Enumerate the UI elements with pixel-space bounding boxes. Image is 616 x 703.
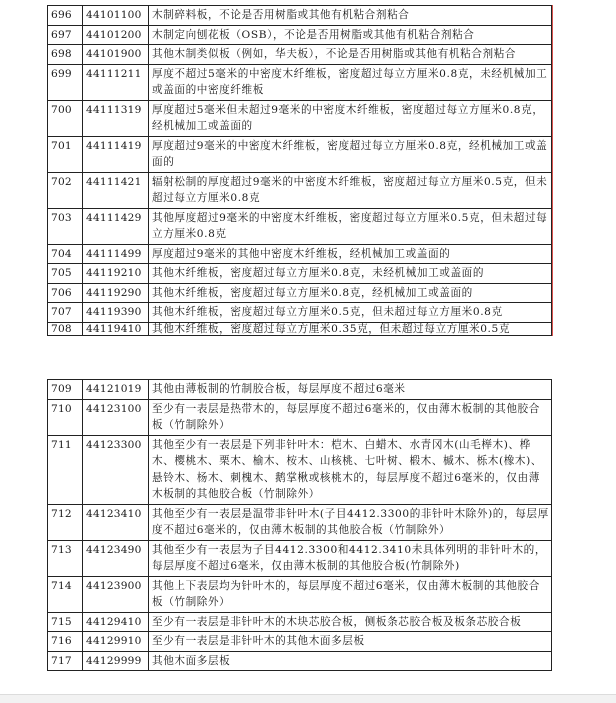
tariff-code: 44101100 <box>83 6 149 26</box>
item-description: 厚度超过5毫米但未超过9毫米的中密度木纤维板，密度超过每立方厘米0.8克，经机械加工或盖面的 <box>149 100 552 136</box>
table-row <box>48 632 552 652</box>
tariff-code: 44101900 <box>83 45 149 65</box>
item-description: 厚度超过9毫米的中密度木纤维板，密度超过每立方厘米0.8克，经机械加工或盖面的 <box>149 136 552 172</box>
table-row <box>48 435 552 504</box>
item-description: 其他由薄板制的竹制胶合板，每层厚度不超过6毫米 <box>149 380 552 400</box>
item-description: 其他至少有一表层为子目4412.3300和4412.3410未具体列明的非针叶木的，每层厚度不超过6毫米，仅由薄木板制的其他胶合板(竹制除外) <box>149 540 552 576</box>
item-description: 其他木纤维板，密度超过每立方厘米0.5克，但未超过每立方厘米0.8克 <box>149 303 552 323</box>
item-description: 其他厚度超过9毫米的中密度木纤维板，密度超过每立方厘米0.5克，但未超过每立方厘米0.8克 <box>149 208 552 244</box>
table-row <box>48 504 552 540</box>
row-number: 706 <box>48 283 83 303</box>
table-row <box>48 612 552 632</box>
row-number: 715 <box>48 612 83 632</box>
table-row <box>48 172 552 208</box>
table-row <box>48 283 552 303</box>
table-row <box>48 264 552 284</box>
table-row <box>48 303 552 323</box>
item-description: 其他木纤维板，密度超过每立方厘米0.8克，未经机械加工或盖面的 <box>149 264 552 284</box>
tariff-code: 44129910 <box>83 632 149 652</box>
table-row <box>48 540 552 576</box>
tariff-code: 44111211 <box>83 64 149 100</box>
row-number: 705 <box>48 264 83 284</box>
table-row <box>48 45 552 65</box>
row-number: 714 <box>48 576 83 612</box>
tariff-code: 44101200 <box>83 25 149 45</box>
tariff-code: 44121019 <box>83 380 149 400</box>
table-row <box>48 100 552 136</box>
tariff-code: 44129410 <box>83 612 149 632</box>
table-row <box>48 244 552 264</box>
tariff-table <box>47 5 552 336</box>
item-description: 辐射松制的厚度超过9毫米的中密度木纤维板，密度超过每立方厘米0.5克，但未超过每立方厘米0.8克 <box>149 172 552 208</box>
row-number: 698 <box>48 45 83 65</box>
row-number: 701 <box>48 136 83 172</box>
row-number: 709 <box>48 380 83 400</box>
item-description: 其他木制类似板（例如，华夫板），不论是否用树脂或其他有机粘合剂粘合 <box>149 45 552 65</box>
table-row <box>48 399 552 435</box>
tariff-table-bottom <box>47 379 551 671</box>
row-number: 703 <box>48 208 83 244</box>
item-description: 至少有一表层是非针叶木的其他木面多层板 <box>149 632 552 652</box>
item-description: 木制碎料板，不论是否用树脂或其他有机粘合剂粘合 <box>149 6 552 26</box>
tariff-code: 44123300 <box>83 435 149 504</box>
tariff-table <box>47 379 552 671</box>
tariff-code: 44111499 <box>83 244 149 264</box>
table-row <box>48 64 552 100</box>
tariff-code: 44111319 <box>83 100 149 136</box>
row-number: 717 <box>48 651 83 671</box>
row-number: 707 <box>48 303 83 323</box>
tariff-code: 44119290 <box>83 283 149 303</box>
tariff-code: 44123490 <box>83 540 149 576</box>
item-description: 厚度不超过5毫米的中密度木纤维板，密度超过每立方厘米0.8克，未经机械加工或盖面的中密度纤维板 <box>149 64 552 100</box>
table-row <box>48 380 552 400</box>
tariff-code: 44119390 <box>83 303 149 323</box>
row-number: 712 <box>48 504 83 540</box>
item-description: 其他至少有一表层是温带非针叶木(子目4412.3300的非针叶木除外)的，每层厚度不超过6毫米的，仅由薄木板制的其他胶合板（竹制除外） <box>149 504 552 540</box>
row-number: 704 <box>48 244 83 264</box>
tariff-code: 44111419 <box>83 136 149 172</box>
row-number: 697 <box>48 25 83 45</box>
row-number: 700 <box>48 100 83 136</box>
row-number: 710 <box>48 399 83 435</box>
row-number: 713 <box>48 540 83 576</box>
tariff-code: 44123410 <box>83 504 149 540</box>
tariff-code: 44119410 <box>83 322 149 335</box>
item-description: 至少有一表层是非针叶木的木块芯胶合板，侧板条芯胶合板及板条芯胶合板 <box>149 612 552 632</box>
table-row <box>48 576 552 612</box>
table-row <box>48 651 552 671</box>
tariff-table-top <box>47 5 553 336</box>
row-number: 716 <box>48 632 83 652</box>
table-row <box>48 322 552 335</box>
table-row <box>48 208 552 244</box>
item-description: 其他木纤维板，密度超过每立方厘米0.8克，经机械加工或盖面的 <box>149 283 552 303</box>
tariff-code: 44123100 <box>83 399 149 435</box>
item-description: 厚度超过9毫米的其他中密度木纤维板，经机械加工或盖面的 <box>149 244 552 264</box>
table-row <box>48 6 552 26</box>
tariff-code: 44123900 <box>83 576 149 612</box>
item-description: 至少有一表层是热带木的，每层厚度不超过6毫米的，仅由薄木板制的其他胶合板（竹制除外） <box>149 399 552 435</box>
table-row <box>48 136 552 172</box>
row-number: 696 <box>48 6 83 26</box>
tariff-code: 44119210 <box>83 264 149 284</box>
item-description: 其他木面多层板 <box>149 651 552 671</box>
item-description: 其他上下表层均为针叶木的，每层厚度不超过6毫米，仅由薄木板制的其他胶合板（竹制除外） <box>149 576 552 612</box>
table-row <box>48 25 552 45</box>
row-number: 702 <box>48 172 83 208</box>
row-number: 699 <box>48 64 83 100</box>
row-number: 711 <box>48 435 83 504</box>
item-description: 其他木纤维板，密度超过每立方厘米0.35克，但未超过每立方厘米0.5克 <box>149 322 552 335</box>
tariff-code: 44129999 <box>83 651 149 671</box>
item-description: 木制定向刨花板（OSB），不论是否用树脂或其他有机粘合剂粘合 <box>149 25 552 45</box>
tariff-code: 44111421 <box>83 172 149 208</box>
item-description: 其他至少有一表层是下列非针叶木：桤木、白蜡木、水青冈木(山毛榉木)、桦木、樱桃木、栗木、榆木、桉木、山核桃、七叶树、椴木、槭木、栎木(橡木)、悬铃木、杨木、刺槐木、鹅掌楸或核桃木的，每层厚度不超过6毫米的，仅由薄木板制的其他胶合板（竹制除外） <box>149 435 552 504</box>
tariff-code: 44111429 <box>83 208 149 244</box>
row-number: 708 <box>48 322 83 335</box>
